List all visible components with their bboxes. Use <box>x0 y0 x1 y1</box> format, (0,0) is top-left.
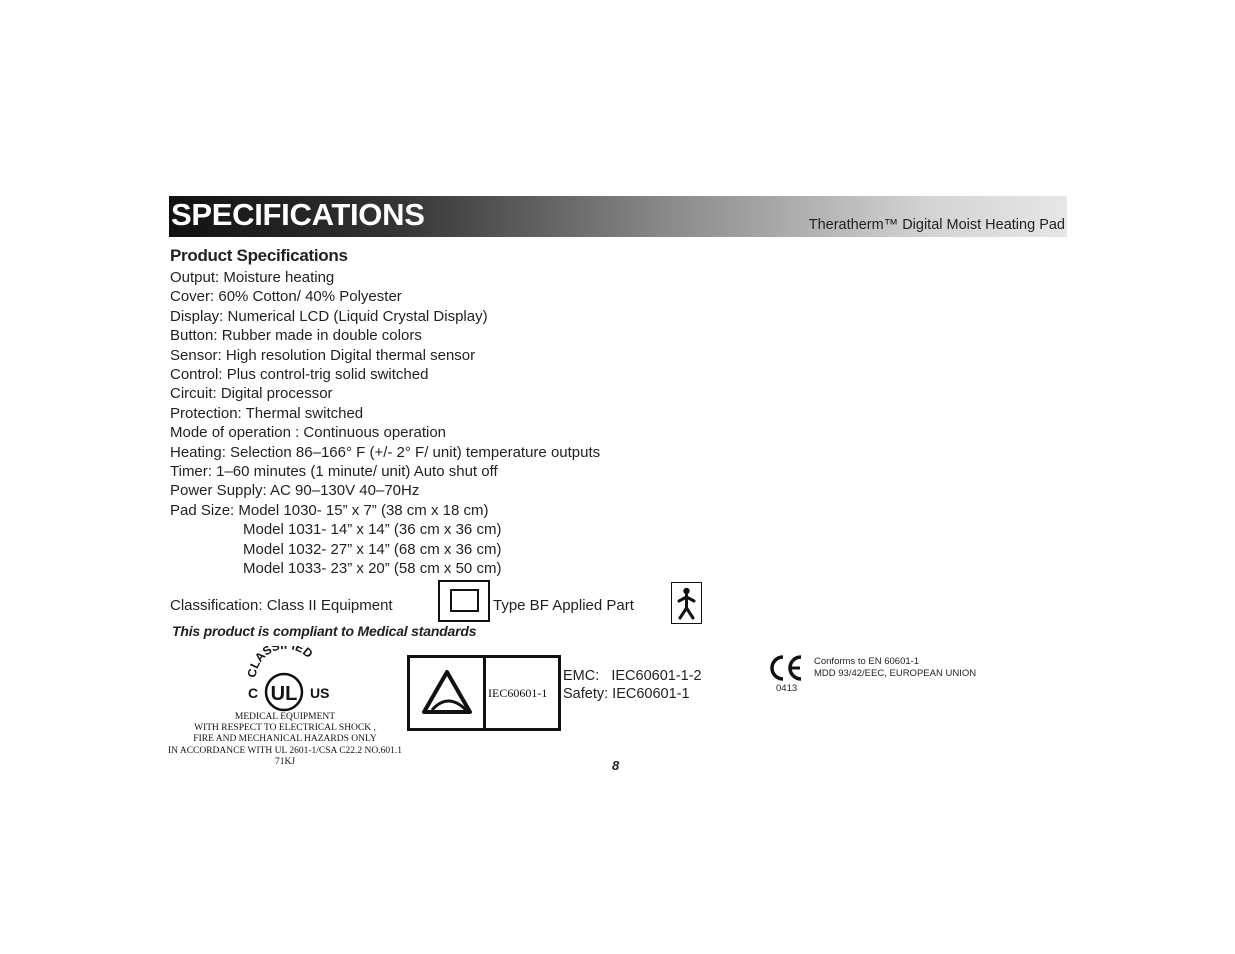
spec-list <box>170 268 600 579</box>
spec-item: Control: Plus control-trig solid switched <box>170 366 429 384</box>
ul-description <box>166 712 404 768</box>
type-bf-person-icon <box>671 582 702 624</box>
spec-item: Mode of operation : Continuous operation <box>170 424 447 442</box>
conforms-line: Conforms to EN 60601-1 <box>814 656 920 667</box>
type-bf-text: Type BF Applied Part <box>493 597 634 614</box>
ce-notified-body-code: 0413 <box>776 683 798 694</box>
spec-item: Sensor: High resolution Digital thermal sensor <box>170 346 476 364</box>
safety-line: Safety: IEC60601-1 <box>563 685 690 702</box>
ul-c-text: C <box>248 685 259 701</box>
spec-item: Power Supply: AC 90–130V 40–70Hz <box>170 482 420 500</box>
compliance-note: This product is compliant to Medical standards <box>172 623 477 639</box>
spec-item: Circuit: Digital processor <box>170 385 333 403</box>
spec-item: Pad Size: Model 1030- 15” x 7” (38 cm x 18 cm) <box>170 501 489 519</box>
page-number: 8 <box>612 758 620 773</box>
triangle-logo-icon <box>418 666 476 720</box>
ul-logo-text: UL <box>270 683 298 705</box>
page-title: SPECIFICATIONS <box>171 197 425 232</box>
spec-item: Cover: 60% Cotton/ 40% Polyester <box>170 288 402 306</box>
emc-line: EMC: IEC60601-1-2 <box>563 668 702 684</box>
standards-text <box>563 668 702 703</box>
section-title: Product Specifications <box>170 246 348 265</box>
classification-text: Classification: Class II Equipment <box>170 597 393 614</box>
ul-line: IN ACCORDANCE WITH UL 2601-1/CSA C22.2 NO.601.1 <box>167 745 403 756</box>
spec-item: Output: Moisture heating <box>170 269 335 286</box>
ul-us-text: US <box>310 685 330 701</box>
spec-item: Timer: 1–60 minutes (1 minute/ unit) Auto shut off <box>170 463 498 481</box>
spec-item: Protection: Thermal switched <box>170 404 364 422</box>
iec-certification-mark <box>407 655 561 731</box>
ul-classified-text: CLASS ED <box>244 646 316 679</box>
ul-line: 71KJ <box>274 756 296 767</box>
ul-line: FIRE AND MECHANICAL HAZARDS ONLY <box>193 734 377 745</box>
pad-model-item: Model 1032- 27” x 14” (68 cm x 36 cm) <box>243 540 502 558</box>
spec-item: Display: Numerical LCD (Liquid Crystal Display) <box>170 307 488 325</box>
spec-item: Heating: Selection 86–166° F (+/- 2° F/ unit) temperature outputs <box>170 443 601 461</box>
ce-conformity-text <box>814 656 976 679</box>
ul-line: WITH RESPECT TO ELECTRICAL SHOCK , <box>194 723 376 734</box>
product-name: Theratherm™ Digital Moist Heating Pad <box>808 217 1065 233</box>
class-ii-double-square-icon <box>438 580 490 622</box>
conforms-line: MDD 93/42/EEC, EUROPEAN UNION <box>814 667 977 679</box>
pad-model-item: Model 1031- 14” x 14” (36 cm x 36 cm) <box>243 521 502 539</box>
ul-line: MEDICAL EQUIPMENT <box>234 712 336 722</box>
spec-item: Button: Rubber made in double colors <box>170 327 422 345</box>
pad-model-item: Model 1033- 23” x 20” (58 cm x 50 cm) <box>243 560 502 578</box>
iec-label: IEC60601-1 <box>488 686 548 700</box>
